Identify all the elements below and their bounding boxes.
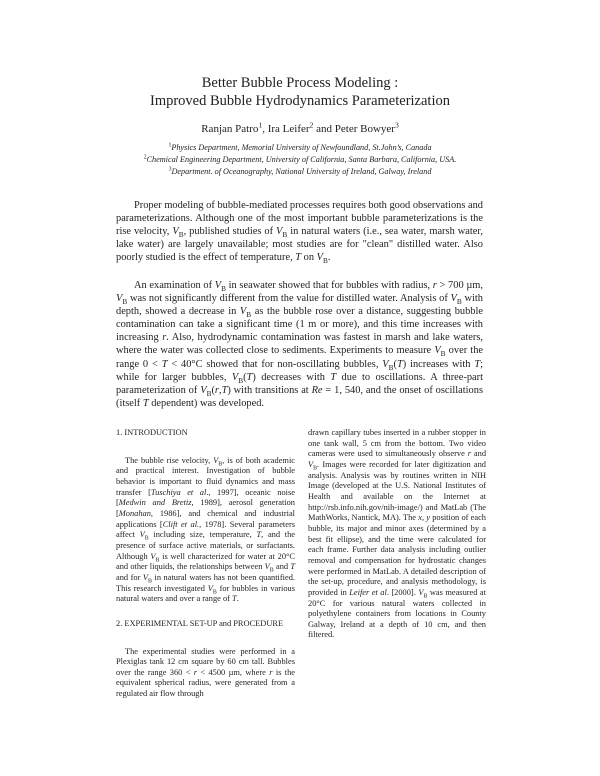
right-column [308, 428, 486, 641]
author-name: , Ira Leifer [262, 123, 310, 135]
author-name: and Peter Bowyer [313, 123, 395, 135]
author-list [0, 120, 600, 135]
author-name: Ranjan Patro [201, 123, 259, 135]
affiliation-1: $^1$Physics Department, Memorial University of Newfoundland, St.John’s, Canada [168, 142, 432, 152]
introduction-paragraph: The bubble rise velocity, $V_B$, is of both academic and practical interest. Investigation of bubble behavior is important to fluid dynamics and mass transfer [Tuschiya et al., 1997], oceanic noise [Medwin and Bretiz, 1989], aerosol generation [Monahan, 1986], and chemical and industrial applications [Clift et al., 1978]. Several parameters affect $V_B$ including size, temperature, T, and the presence of surface active materials, or surfactants. Although $V_B$ is well characterized for water at 20°C and other liquids, the relationships between $V_B$ and T and for $V_B$ in natural waters has not been quantified. This research investigated $V_B$ for bubbles in various natural waters and over a range of T. [116, 455, 296, 604]
author-affil-mark: 3 [394, 120, 399, 130]
section-heading-introduction: 1. INTRODUCTION [116, 428, 188, 437]
author-affil-mark: 2 [309, 120, 314, 130]
abstract-paragraph-2: An examination of $V_B$ in seawater showed that for bubbles with radius, r > 700 µm, $V_B$ was not significantly different from the value for distilled water. Analysis of $V_B$ with depth, showed a decrease in $V_B$ as the bubble rose over a distance, suggesting bubble contamination can take a significant time (1 m or more), and this time increases with increasing r. Also, hydrodynamic contamination was fastest in marsh and lake waters, where the water was collected close to sediments. Experiments to measure $V_B$ over the range 0 < T < 40°C showed that for non-oscillating bubbles, $V_B(T)$ increases with T; while for larger bubbles, $V_B(T)$ decreases with T due to oscillations. A three-part parameterization of $V_B(r,T)$ with transitions at Re = 1, 540, and the onset of oscillations (itself T dependent) was developed. [116, 280, 483, 409]
paper-title-line2: Improved Bubble Hydrodynamics Parameterization [150, 93, 450, 109]
abstract-paragraph-1: Proper modeling of bubble-mediated processes requires both good observations and parameterizations. Although one of the most important bubble parameterizations is the rise velocity, $V_B$, published studies of $V_B$ in natural waters (i.e., sea water, marsh water, lake water) are largely unavailable; most studies are for "clean" distilled water. Also poorly studied is the effect of temperature, T on $V_B$. [116, 200, 483, 266]
setup-paragraph: The experimental studies were performed in a Plexiglas tank 12 cm square by 60 cm tall. Bubbles over the range 360 < r < 4500 µm, where r is the equivalent spherical radius, were generated from a regulated air flow through [116, 646, 295, 699]
author-affil-mark: 1 [258, 120, 263, 130]
setup-continued-paragraph: drawn capillary tubes inserted in a rubber stopper in one tank wall, 5 cm from the bottom. Two video cameras were used to simultaneously observe r and $V_B$. Images were recorded for later digitization and analysis. Analysis was by routines written in NIH Image (developed at the U.S. National Institutes of Health and available on the Internet at http://rsb.info.nih.gov/nih-image/) and MatLab (The MathWorks, Nantick, MA). The x, y position of each bubble, its major and minor axes (determined by a best fit ellipse), and the time were calculated for each frame. Further data analysis including outlier removal and compensation for hydrostatic changes were performed in MatLab. A detailed description of the set-up, procedure, and analysis methodology, is provided in Leifer et al. [2000]. $V_B$ was measured at 20°C for various natural waters collected in polyethylene containers from locations in County Galway, Ireland at a depth of 10 cm, and then filtered. [308, 428, 487, 640]
section-heading-setup: 2. EXPERIMENTAL SET-UP and PROCEDURE [116, 618, 284, 628]
paper-title-line1: Better Bubble Process Modeling : [201, 75, 399, 91]
affiliation-2: $^2$Chemical Engineering Department, University of California, Santa Barbara, California, USA. [143, 154, 457, 164]
affiliation-3: $^3$Department. of Oceanography, National University of Ireland, Galway, Ireland [168, 166, 432, 176]
left-column [116, 428, 295, 700]
